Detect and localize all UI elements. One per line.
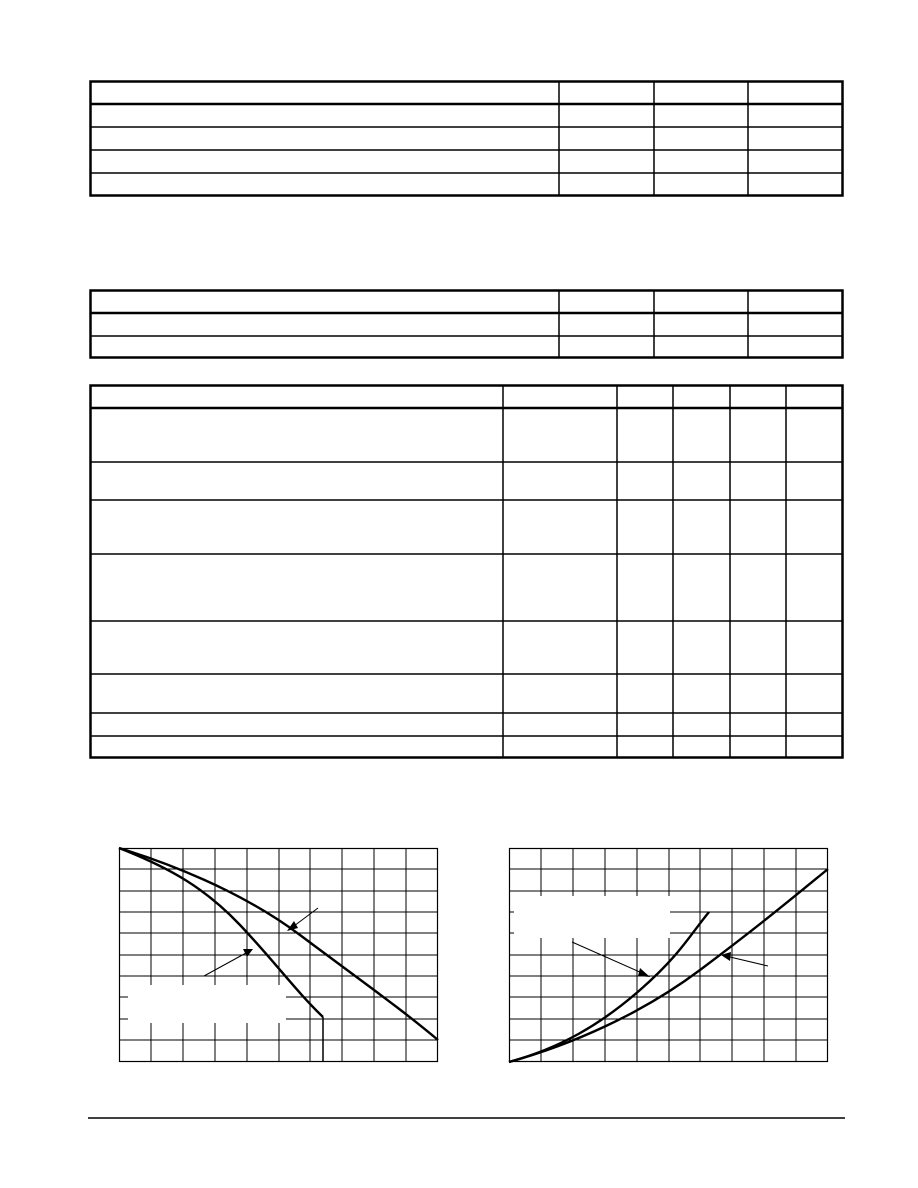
table-2-border [91,291,843,358]
figure-left-arrowhead-lower [243,949,253,957]
table-2 [90,290,843,358]
figure-right-grid [509,848,828,1062]
figure-right-label-mask [514,896,670,938]
figure-right-arrowhead-left [638,968,650,977]
figure-right [509,848,828,1062]
figure-left-grid [119,848,438,1062]
figure-left-callout-line-lower [204,953,246,976]
table-1-border [91,82,843,196]
table-1 [90,81,843,196]
figure-right-callout-line-left [572,942,642,973]
figure-left-callout-line-upper [294,908,318,926]
figure-left-label-mask [128,985,286,1023]
figure-right-callout-line-right [730,957,768,966]
table-3 [90,385,843,758]
figure-left [119,848,438,1062]
